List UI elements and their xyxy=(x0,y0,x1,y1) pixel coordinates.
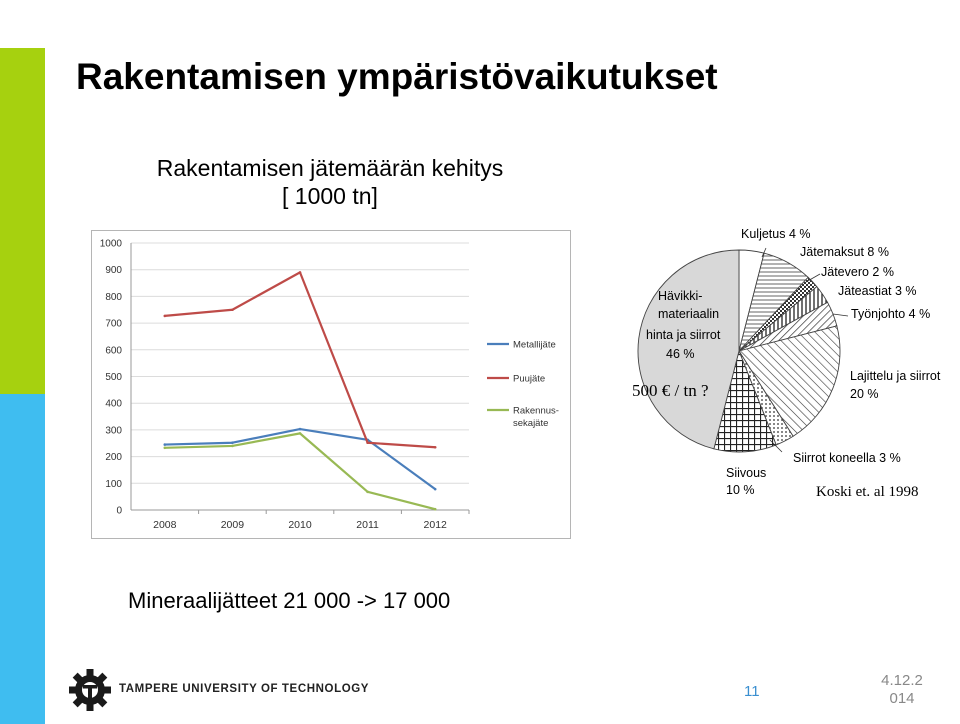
pie-label-lajittelu-line1: Lajittelu ja siirrot xyxy=(850,369,941,383)
pie-label-jatemaksut: Jätemaksut 8 % xyxy=(800,245,889,259)
data-point xyxy=(434,508,437,511)
data-point xyxy=(434,446,437,449)
pie-label-havikki-line2: materiaalin xyxy=(658,307,720,321)
pie-label-kuljetus: Kuljetus 4 % xyxy=(741,227,811,241)
data-point xyxy=(231,308,234,311)
pie-label-siirrot-koneella: Siirrot koneella 3 % xyxy=(793,451,901,465)
y-tick-label: 300 xyxy=(105,425,122,437)
chart-subtitle xyxy=(140,154,520,210)
page-number: 11 xyxy=(744,683,760,700)
data-point xyxy=(366,441,369,444)
accent-bar-green xyxy=(0,48,45,394)
data-point xyxy=(434,488,437,491)
pie-label-havikki-line1: Hävikki- xyxy=(658,289,703,303)
waste-line-chart xyxy=(91,230,572,540)
legend-label: Rakennus- xyxy=(513,405,559,417)
university-name: TAMPERE UNIVERSITY OF TECHNOLOGY xyxy=(119,683,370,695)
x-tick-label: 2012 xyxy=(423,519,447,531)
y-tick-label: 800 xyxy=(105,291,122,303)
pie-label-jateastiat: Jäteastiat 3 % xyxy=(838,284,917,298)
y-tick-label: 500 xyxy=(105,372,122,383)
data-point xyxy=(231,441,234,444)
leader-tyonjohto xyxy=(833,314,848,316)
x-tick-label: 2011 xyxy=(356,519,379,531)
slide-date xyxy=(872,672,932,708)
y-tick-label: 100 xyxy=(105,478,122,490)
pie-source: Koski et. al 1998 xyxy=(816,484,919,500)
university-gear-logo-icon xyxy=(68,668,112,712)
data-point xyxy=(299,428,302,431)
y-tick-label: 400 xyxy=(105,398,122,410)
data-point xyxy=(299,432,302,435)
pie-label-havikki-line4: 46 % xyxy=(666,347,695,361)
pie-label-havikki-line3: hinta ja siirrot xyxy=(646,328,721,342)
data-point xyxy=(231,445,234,448)
x-tick-label: 2010 xyxy=(288,519,312,531)
data-point xyxy=(299,271,302,274)
y-tick-label: 900 xyxy=(105,265,122,277)
x-tick-label: 2008 xyxy=(153,519,177,531)
y-tick-label: 1000 xyxy=(99,238,122,250)
chart-frame xyxy=(92,231,571,539)
mineral-waste-text: Mineraalijätteet 21 000 -> 17 000 xyxy=(128,588,451,613)
pie-label-jatevero: Jätevero 2 % xyxy=(821,265,894,279)
x-tick-label: 2009 xyxy=(220,519,245,531)
subtitle-line-1: Rakentamisen jätemäärän kehitys xyxy=(156,155,504,181)
date-line-1: 4.12.2 xyxy=(881,672,923,689)
y-tick-label: 700 xyxy=(105,318,122,330)
data-point xyxy=(164,315,167,318)
legend-label: Metallijäte xyxy=(513,339,556,351)
data-point xyxy=(164,443,167,446)
legend-label: sekajäte xyxy=(513,418,549,429)
pie-label-siivous-line1: Siivous xyxy=(726,466,767,480)
pie-label-siivous-line2: 10 % xyxy=(726,483,755,497)
accent-bar-blue xyxy=(0,394,45,724)
data-point xyxy=(366,491,369,494)
y-tick-label: 600 xyxy=(105,345,122,357)
legend-label: Puujäte xyxy=(513,373,546,385)
pie-label-tyonjohto: Työnjohto 4 % xyxy=(851,307,931,321)
subtitle-line-2: [ 1000 tn] xyxy=(282,183,378,209)
cost-pie-chart xyxy=(628,222,960,502)
date-line-2: 014 xyxy=(889,690,915,707)
data-point xyxy=(164,446,167,449)
y-tick-label: 0 xyxy=(116,505,122,517)
y-tick-label: 200 xyxy=(105,452,122,464)
pie-annotation: 500 € / tn ? xyxy=(632,381,709,400)
pie-label-lajittelu-line2: 20 % xyxy=(850,387,879,401)
slide-title: Rakentamisen ympäristövaikutukset xyxy=(76,56,718,97)
